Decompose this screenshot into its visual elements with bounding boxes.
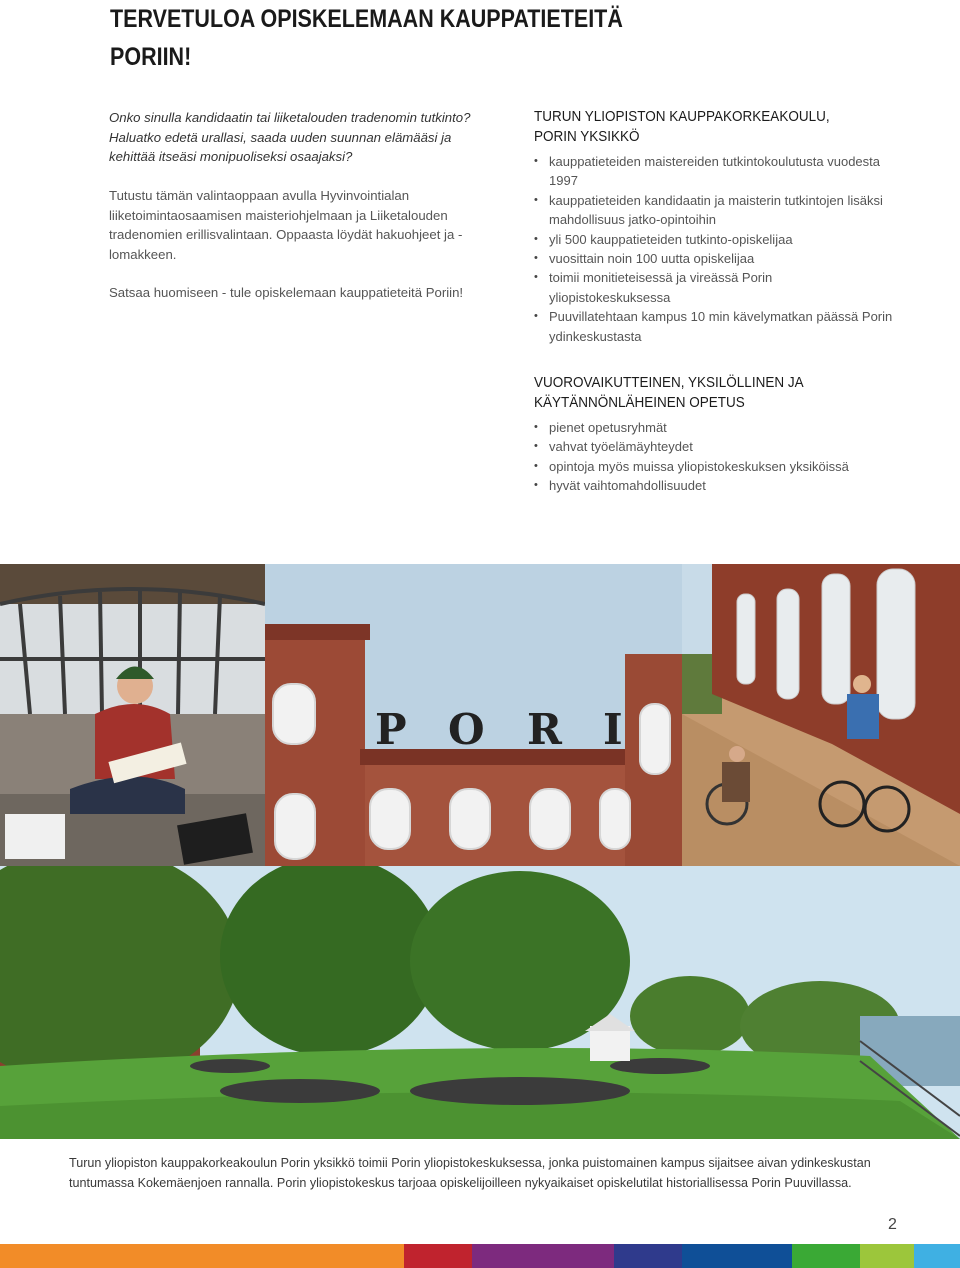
list-item: • Puuvillatehtaan kampus 10 min kävelymatkan päässä Porin ydinkeskustasta (534, 307, 894, 346)
page-title-line1: TERVETULOA OPISKELEMAAN KAUPPATIETEITÄ (110, 5, 623, 33)
color-band (682, 1244, 792, 1268)
list-item: • kauppatieteiden kandidaatin ja maisterin tutkintojen lisäksi mahdollisuus jatko-opintoihin (534, 191, 894, 230)
list-item: • vuosittain noin 100 uutta opiskelijaa (534, 249, 894, 268)
photo-cyclists (682, 564, 960, 866)
page-title (110, 0, 626, 76)
sign-letter-r: R (527, 705, 562, 754)
photo-pori-building (265, 564, 682, 866)
color-band (914, 1244, 960, 1268)
list-item: • kauppatieteiden maistereiden tutkintokoulutusta vuodesta 1997 (534, 152, 894, 191)
campus-facts-list (534, 152, 894, 346)
list-item: • pienet opetusryhmät (534, 418, 894, 437)
section-heading-campus (534, 107, 912, 147)
color-band (860, 1244, 914, 1268)
list-item: • toimii monitieteisessä ja vireässä Porin yliopistokeskuksessa (534, 268, 894, 307)
intro-lead: Onko sinulla kandidaatin tai liiketalouden tradenomin tutkinto? Haluatko edetä urallasi, saada uuden suunnan elämääsi ja kehittää itseäsi monipuoliseksi osaajaksi? (109, 110, 471, 164)
photo-caption: Turun yliopiston kauppakorkeakoulun Porin yksikkö toimii Porin yliopistokeskuksessa, jonka puistomainen kampus sijaitsee aivan ydinkeskustan tuntumassa Kokemäenjoen rannalla. Porin yliopistokeskus tarjoaa opiskelijoilleen nykyaikaiset opiskelutilat historiallisessa Porin Puuvillassa. (69, 1156, 871, 1190)
list-item: • yli 500 kauppatieteiden tutkinto-opiskelijaa (534, 230, 894, 249)
list-item: • vahvat työelämäyhteydet (534, 437, 894, 456)
sign-letter-o: O (448, 705, 485, 754)
color-band (0, 1244, 404, 1268)
photo-park-gathering (0, 866, 960, 1139)
sign-letter-i: I (603, 705, 623, 754)
color-band (614, 1244, 682, 1268)
footer-color-bar (0, 1244, 960, 1268)
color-band (404, 1244, 472, 1268)
sign-letter-p: P (375, 705, 407, 754)
intro-closing: Satsaa huomiseen - tule opiskelemaan kauppatieteitä Poriin! (109, 285, 464, 300)
section-heading-teaching (534, 373, 912, 413)
list-item: • opintoja myös muissa yliopistokeskuksen yksiköissä (534, 457, 894, 476)
list-item: • hyvät vaihtomahdollisuudet (534, 476, 894, 495)
section-heading-teaching-line2: KÄYTÄNNÖNLÄHEINEN OPETUS (534, 394, 745, 411)
intro-body: Tutustu tämän valintaoppaan avulla Hyvinvointialan liiketoimintaosaamisen maisteriohjelmaan ja Liiketalouden tradenomien erillisvalintaan. Oppaasta löydät hakuohjeet ja -lomakkeen. (109, 188, 463, 262)
color-band (472, 1244, 614, 1268)
teaching-features-list (534, 418, 894, 496)
color-band (792, 1244, 860, 1268)
section-heading-teaching-line1: VUOROVAIKUTTEINEN, YKSILÖLLINEN JA (534, 374, 804, 391)
page-title-line2: PORIIN! (110, 43, 192, 71)
photo-student-reading (0, 564, 265, 866)
section-heading-campus-line2: PORIN YKSIKKÖ (534, 128, 640, 145)
page-number: 2 (888, 1216, 897, 1233)
section-heading-campus-line1: TURUN YLIOPISTON KAUPPAKORKEAKOULU, (534, 108, 830, 125)
